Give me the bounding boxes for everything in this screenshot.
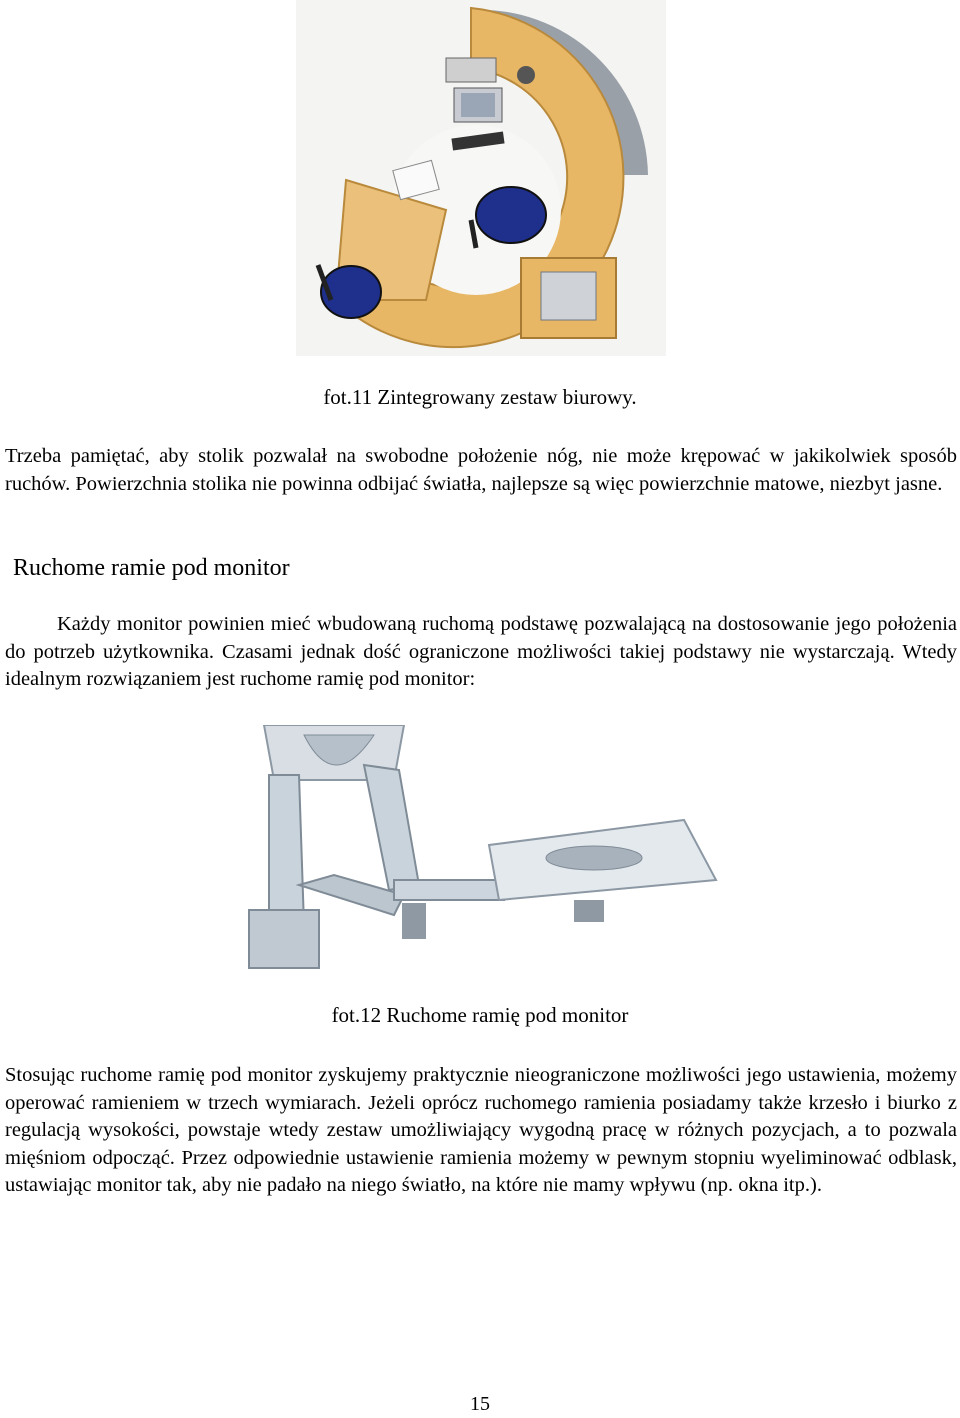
monitor-arm-photo: [244, 725, 718, 973]
paragraph: Każdy monitor powinien mieć wbudowaną ruchomą podstawę pozwalającą na dostosowanie jego położenia do potrzeb użytkownika. Czasami jednak dość ograniczone możliwości takiej podstawy nie wystarczają. Wtedy idealnym rozwiązaniem jest ruchome ramię pod monitor:: [5, 613, 957, 690]
page-number: 15: [470, 1393, 490, 1415]
section-heading: Ruchome ramie pod monitor: [13, 555, 290, 581]
office-desk-photo: [296, 0, 666, 356]
figure-caption: fot.11 Zintegrowany zestaw biurowy.: [323, 385, 637, 409]
paragraph: Stosując ruchome ramię pod monitor zyskujemy praktycznie nieograniczone możliwości jego ustawienia, możemy operować ramieniem w trzech wymiarach. Jeżeli oprócz ruchomego ramienia posiadamy także krzesło i biurko z regulacją wysokości, powstaje wtedy zestaw umożliwiający wygodną pracę w różnych pozycjach, a to pozwala mięśniom odpocząć. Przez odpowiednie ustawienie ramienia możemy w pewnym stopniu wyeliminować odblask, ustawiając monitor tak, aby nie padało na niego światło, na które nie mamy wpływu (np. okna itp.).: [5, 1064, 957, 1196]
paragraph: Trzeba pamiętać, aby stolik pozwalał na swobodne położenie nóg, nie może krępować w jakikolwiek sposób ruchów. Powierzchnia stolika nie powinna odbijać światła, najlepsze są więc powierzchnie matowe, niezbyt jasne.: [5, 445, 957, 495]
figure-caption: fot.12 Ruchome ramię pod monitor: [331, 1003, 629, 1027]
